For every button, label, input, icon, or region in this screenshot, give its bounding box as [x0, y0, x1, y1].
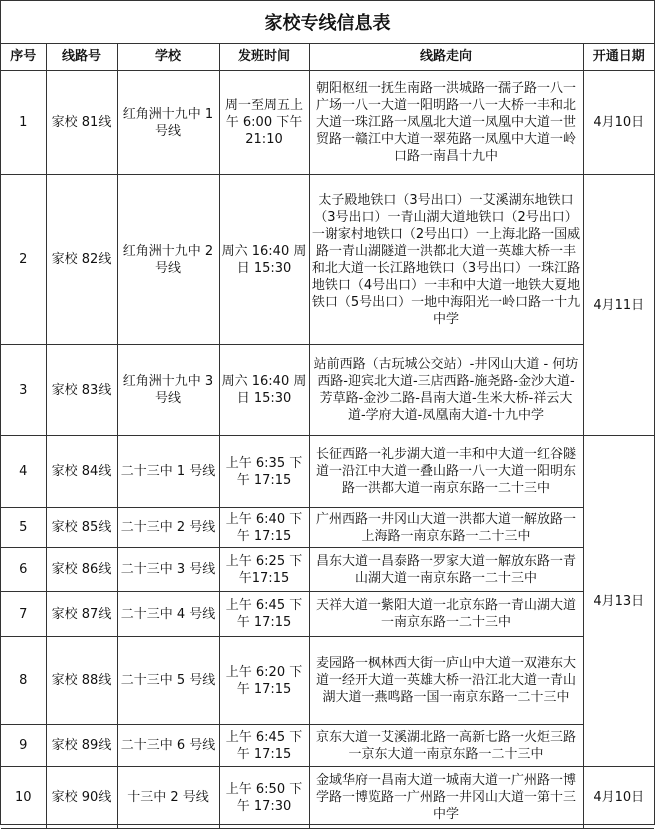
- cell-line: 家校 88线: [46, 637, 117, 725]
- cell-line: 家校 85线: [46, 508, 117, 548]
- cell-date: 4月11日: [583, 175, 654, 436]
- bus-line-table: [1, 43, 654, 829]
- cell-line: 家校 82线: [46, 175, 117, 345]
- header-date: 开通日期: [583, 43, 654, 71]
- cell-time: 上午 6:50 下午 17:30: [219, 767, 309, 829]
- cell-school: 二十三中 1 号线: [117, 436, 219, 508]
- table-row: [1, 175, 654, 345]
- cell-no: 4: [1, 436, 46, 508]
- header-school: 学校: [117, 43, 219, 71]
- cell-time: 上午 6:20 下午 17:15: [219, 637, 309, 725]
- cell-school: 二十三中 5 号线: [117, 637, 219, 725]
- cell-school: 二十三中 3 号线: [117, 548, 219, 592]
- cell-school: 二十三中 2 号线: [117, 508, 219, 548]
- table-row: [1, 436, 654, 508]
- cell-time: 周六 16:40 周日 15:30: [219, 175, 309, 345]
- table-row: [1, 508, 654, 548]
- table-row: [1, 345, 654, 436]
- header-line: 线路号: [46, 43, 117, 71]
- cell-time: 上午 6:35 下午 17:15: [219, 436, 309, 508]
- cell-time: 上午 6:25 下午17:15: [219, 548, 309, 592]
- cell-school: 二十三中 4 号线: [117, 592, 219, 637]
- header-row: [1, 43, 654, 71]
- cell-route: 长征西路一礼步湖大道一丰和中大道一红谷隧道一沿江中大道一叠山路一八一大道一阳明东路一洪都大道一南京东路一二十三中: [309, 436, 583, 508]
- cell-route: 朝阳枢纽一抚生南路一洪城路一孺子路一八一广场一八一大道一阳明路一八一大桥一丰和北大道一珠江路一凤凰北大道一凤凰中大道一世贸路一赣江中大道一翠苑路一凤凰中大道一岭口路一南昌十九中: [309, 71, 583, 175]
- cell-no: 3: [1, 345, 46, 436]
- table-row: [1, 767, 654, 829]
- cell-line: 家校 86线: [46, 548, 117, 592]
- header-route: 线路走向: [309, 43, 583, 71]
- cell-route: 天祥大道一紫阳大道一北京东路一青山湖大道一南京东路一二十三中: [309, 592, 583, 637]
- cell-time: 上午 6:40 下午 17:15: [219, 508, 309, 548]
- cell-route: 太子殿地铁口（3号出口）一艾溪湖东地铁口（3号出口）一青山湖大道地铁口（2号出口）一谢家村地铁口（2号出口）一上海北路一国威路一青山湖隧道一洪都北大道一英雄大桥一丰和北大道一长江路地铁口（3号出口）一珠江路地铁口（4号出口）一丰和中大道一地铁大夏地铁口（5号出口）一地中海阳光一岭口路一十九中学: [309, 175, 583, 345]
- cell-school: 红角洲十九中 2 号线: [117, 175, 219, 345]
- cell-time: 上午 6:45 下午 17:15: [219, 725, 309, 767]
- cell-no: 6: [1, 548, 46, 592]
- table-row: [1, 637, 654, 725]
- cell-date: 4月10日: [583, 71, 654, 175]
- sheet-title: 家校专线信息表: [1, 1, 654, 44]
- cell-school: 红角洲十九中 1 号线: [117, 71, 219, 175]
- cell-line: 家校 89线: [46, 725, 117, 767]
- cell-school: 二十三中 6 号线: [117, 725, 219, 767]
- cell-school: 红角洲十九中 3 号线: [117, 345, 219, 436]
- cell-route: 麦园路一枫林西大街一庐山中大道一双港东大道一经开大道一英雄大桥一沿江北大道一青山湖大道一燕鸣路一国一南京东路一二十三中: [309, 637, 583, 725]
- cell-route: 昌东大道一昌泰路一罗家大道一解放东路一青山湖大道一南京东路一二十三中: [309, 548, 583, 592]
- cell-route: 站前西路（古玩城公交站）-井冈山大道 - 何坊西路-迎宾北大道-三店西路-施尧路-金沙大道-芳草路-金沙二路-昌南大道-生米大桥-祥云大道-学府大道-凤凰南大道-十九中学: [309, 345, 583, 436]
- cell-time: 上午 6:45 下午 17:15: [219, 592, 309, 637]
- header-time: 发班时间: [219, 43, 309, 71]
- table-row: [1, 548, 654, 592]
- cell-line: 家校 83线: [46, 345, 117, 436]
- table-row: [1, 725, 654, 767]
- table-row: [1, 592, 654, 637]
- cell-line: 家校 84线: [46, 436, 117, 508]
- cell-no: 2: [1, 175, 46, 345]
- cell-line: 家校 87线: [46, 592, 117, 637]
- cell-no: 8: [1, 637, 46, 725]
- cell-no: 10: [1, 767, 46, 829]
- cell-school: 十三中 2 号线: [117, 767, 219, 829]
- table-row: [1, 71, 654, 175]
- cell-no: 9: [1, 725, 46, 767]
- cell-line: 家校 81线: [46, 71, 117, 175]
- cell-no: 5: [1, 508, 46, 548]
- header-no: 序号: [1, 43, 46, 71]
- cell-time: 周六 16:40 周日 15:30: [219, 345, 309, 436]
- cell-line: 家校 90线: [46, 767, 117, 829]
- cell-date: 4月13日: [583, 436, 654, 767]
- cell-route: 广州西路一井冈山大道一洪都大道一解放路一上海路一南京东路一二十三中: [309, 508, 583, 548]
- cell-route: 金域华府一昌南大道一城南大道一广州路一博学路一博览路一广州路一井冈山大道一第十三中学: [309, 767, 583, 829]
- cell-date: 4月10日: [583, 767, 654, 829]
- cell-route: 京东大道一艾溪湖北路一高新七路一火炬三路一京东大道一南京东路一二十三中: [309, 725, 583, 767]
- cell-time: 周一至周五上午 6:00 下午 21:10: [219, 71, 309, 175]
- cell-no: 1: [1, 71, 46, 175]
- cell-no: 7: [1, 592, 46, 637]
